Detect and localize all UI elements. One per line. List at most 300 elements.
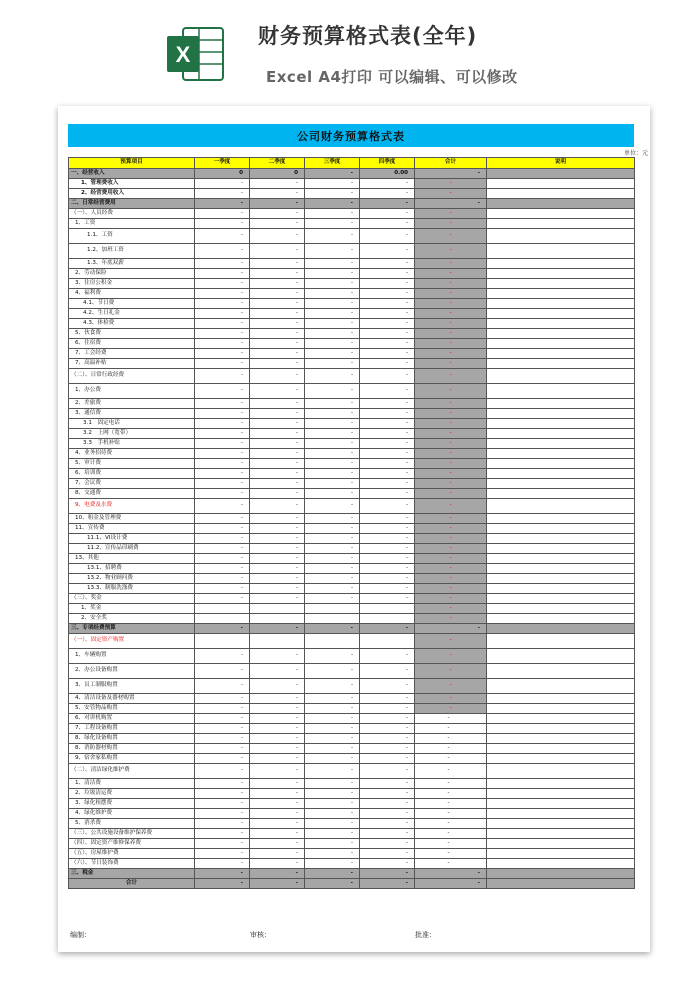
quarter-cell[interactable]: - (195, 679, 250, 694)
quarter-cell[interactable]: - (305, 359, 360, 369)
total-cell[interactable]: - (415, 694, 487, 704)
quarter-cell[interactable]: - (195, 734, 250, 744)
row-label[interactable]: 3、绿化租摆费 (69, 799, 195, 809)
quarter-cell[interactable]: - (195, 574, 250, 584)
remark-cell[interactable] (487, 584, 635, 594)
row-label[interactable]: 三、专项经费预算 (69, 624, 195, 634)
row-label[interactable]: 8、交通费 (69, 489, 195, 499)
quarter-cell[interactable]: - (250, 664, 305, 679)
total-cell[interactable]: - (415, 649, 487, 664)
quarter-cell[interactable]: - (305, 289, 360, 299)
quarter-cell[interactable]: - (250, 299, 305, 309)
quarter-cell[interactable]: - (360, 839, 415, 849)
quarter-cell[interactable]: - (195, 309, 250, 319)
quarter-cell[interactable]: - (305, 409, 360, 419)
row-label[interactable]: 11.1、VI设计费 (69, 534, 195, 544)
quarter-cell[interactable]: - (305, 754, 360, 764)
quarter-cell[interactable]: - (305, 694, 360, 704)
row-label[interactable]: （三）、公共设施设备维护保养费 (69, 829, 195, 839)
quarter-cell[interactable]: - (305, 199, 360, 209)
quarter-cell[interactable]: - (360, 799, 415, 809)
quarter-cell[interactable]: - (195, 624, 250, 634)
total-cell[interactable]: - (415, 524, 487, 534)
quarter-cell[interactable]: - (305, 524, 360, 534)
quarter-cell[interactable] (195, 634, 250, 649)
total-cell[interactable]: - (415, 219, 487, 229)
quarter-cell[interactable]: - (195, 269, 250, 279)
quarter-cell[interactable]: - (250, 329, 305, 339)
quarter-cell[interactable]: - (250, 859, 305, 869)
quarter-cell[interactable]: - (250, 594, 305, 604)
quarter-cell[interactable]: - (250, 524, 305, 534)
row-label[interactable]: （二）、清洁绿化维护费 (69, 764, 195, 779)
quarter-cell[interactable]: - (250, 449, 305, 459)
quarter-cell[interactable]: - (250, 319, 305, 329)
quarter-cell[interactable]: - (195, 799, 250, 809)
quarter-cell[interactable]: - (360, 789, 415, 799)
quarter-cell[interactable]: - (305, 584, 360, 594)
quarter-cell[interactable]: - (360, 384, 415, 399)
row-label[interactable]: 三、税金 (69, 869, 195, 879)
quarter-cell[interactable]: - (195, 489, 250, 499)
row-label[interactable]: 1、办公费 (69, 384, 195, 399)
quarter-cell[interactable]: - (360, 479, 415, 489)
quarter-cell[interactable]: - (195, 839, 250, 849)
quarter-cell[interactable]: - (195, 779, 250, 789)
quarter-cell[interactable]: - (305, 594, 360, 604)
row-label[interactable]: 3、住房公积金 (69, 279, 195, 289)
quarter-cell[interactable]: - (360, 439, 415, 449)
quarter-cell[interactable]: - (195, 359, 250, 369)
quarter-cell[interactable]: - (360, 329, 415, 339)
total-cell[interactable]: - (415, 714, 487, 724)
total-cell[interactable]: - (415, 544, 487, 554)
total-cell[interactable]: - (415, 169, 487, 179)
remark-cell[interactable] (487, 359, 635, 369)
quarter-cell[interactable]: - (360, 449, 415, 459)
quarter-cell[interactable]: - (250, 564, 305, 574)
remark-cell[interactable] (487, 209, 635, 219)
quarter-cell[interactable]: - (250, 369, 305, 384)
quarter-cell[interactable]: - (195, 524, 250, 534)
quarter-cell[interactable]: - (305, 209, 360, 219)
quarter-cell[interactable]: - (250, 584, 305, 594)
quarter-cell[interactable]: - (360, 459, 415, 469)
quarter-cell[interactable]: - (250, 624, 305, 634)
quarter-cell[interactable]: - (195, 429, 250, 439)
quarter-cell[interactable]: - (195, 809, 250, 819)
quarter-cell[interactable]: - (305, 869, 360, 879)
row-label[interactable]: 13、其他 (69, 554, 195, 564)
row-label[interactable]: （六）、节日装饰费 (69, 859, 195, 869)
quarter-cell[interactable]: - (250, 229, 305, 244)
quarter-cell[interactable]: - (250, 289, 305, 299)
row-label[interactable]: 2、劳动保险 (69, 269, 195, 279)
quarter-cell[interactable]: - (195, 744, 250, 754)
remark-cell[interactable] (487, 634, 635, 649)
remark-cell[interactable] (487, 179, 635, 189)
row-label[interactable]: 合计 (69, 879, 195, 889)
remark-cell[interactable] (487, 554, 635, 564)
total-cell[interactable]: - (415, 869, 487, 879)
row-label[interactable]: （三）、奖金 (69, 594, 195, 604)
remark-cell[interactable] (487, 694, 635, 704)
quarter-cell[interactable]: - (250, 339, 305, 349)
quarter-cell[interactable]: - (195, 289, 250, 299)
total-cell[interactable]: - (415, 399, 487, 409)
remark-cell[interactable] (487, 279, 635, 289)
total-cell[interactable]: - (415, 584, 487, 594)
quarter-cell[interactable]: - (250, 724, 305, 734)
row-label[interactable]: 9、电费及水费 (69, 499, 195, 514)
total-cell[interactable]: - (415, 229, 487, 244)
quarter-cell[interactable]: - (305, 349, 360, 359)
remark-cell[interactable] (487, 384, 635, 399)
remark-cell[interactable] (487, 319, 635, 329)
row-label[interactable]: 1、工资 (69, 219, 195, 229)
quarter-cell[interactable]: - (195, 299, 250, 309)
quarter-cell[interactable]: - (195, 664, 250, 679)
remark-cell[interactable] (487, 879, 635, 889)
row-label[interactable]: 1、车辆购置 (69, 649, 195, 664)
quarter-cell[interactable]: - (305, 469, 360, 479)
row-label[interactable]: （五）、房屋维护费 (69, 849, 195, 859)
quarter-cell[interactable]: - (195, 329, 250, 339)
row-label[interactable]: 3.2 上网（宽带） (69, 429, 195, 439)
quarter-cell[interactable]: - (195, 714, 250, 724)
quarter-cell[interactable] (250, 604, 305, 614)
quarter-cell[interactable]: - (305, 489, 360, 499)
total-cell[interactable]: - (415, 359, 487, 369)
row-label[interactable]: 3.1 固定电话 (69, 419, 195, 429)
total-cell[interactable]: - (415, 879, 487, 889)
row-label[interactable]: 1、管理费收入 (69, 179, 195, 189)
row-label[interactable]: 2、差旅费 (69, 399, 195, 409)
quarter-cell[interactable]: - (250, 799, 305, 809)
quarter-cell[interactable]: - (250, 764, 305, 779)
total-cell[interactable]: - (415, 624, 487, 634)
quarter-cell[interactable]: - (360, 289, 415, 299)
remark-cell[interactable] (487, 329, 635, 339)
row-label[interactable]: 5、审计费 (69, 459, 195, 469)
quarter-cell[interactable]: - (360, 744, 415, 754)
quarter-cell[interactable] (360, 614, 415, 624)
total-cell[interactable]: - (415, 809, 487, 819)
quarter-cell[interactable]: - (360, 849, 415, 859)
quarter-cell[interactable]: - (305, 459, 360, 469)
quarter-cell[interactable]: - (360, 534, 415, 544)
quarter-cell[interactable]: - (195, 554, 250, 564)
total-cell[interactable]: - (415, 384, 487, 399)
total-cell[interactable]: - (415, 189, 487, 199)
remark-cell[interactable] (487, 259, 635, 269)
quarter-cell[interactable] (305, 604, 360, 614)
total-cell[interactable]: - (415, 199, 487, 209)
quarter-cell[interactable]: - (195, 179, 250, 189)
remark-cell[interactable] (487, 439, 635, 449)
row-label[interactable]: 2、垃圾清运费 (69, 789, 195, 799)
quarter-cell[interactable]: - (360, 819, 415, 829)
total-cell[interactable]: - (415, 279, 487, 289)
quarter-cell[interactable]: - (305, 574, 360, 584)
quarter-cell[interactable]: - (250, 499, 305, 514)
quarter-cell[interactable]: - (305, 179, 360, 189)
total-cell[interactable]: - (415, 479, 487, 489)
quarter-cell[interactable]: - (195, 209, 250, 219)
quarter-cell[interactable]: - (250, 754, 305, 764)
quarter-cell[interactable]: - (360, 664, 415, 679)
total-cell[interactable]: - (415, 634, 487, 649)
quarter-cell[interactable]: - (195, 469, 250, 479)
quarter-cell[interactable]: - (195, 369, 250, 384)
quarter-cell[interactable]: - (250, 704, 305, 714)
total-cell[interactable]: - (415, 839, 487, 849)
row-label[interactable]: 6、住宿费 (69, 339, 195, 349)
quarter-cell[interactable]: - (250, 879, 305, 889)
quarter-cell[interactable]: - (360, 189, 415, 199)
quarter-cell[interactable]: - (360, 879, 415, 889)
total-cell[interactable]: - (415, 319, 487, 329)
quarter-cell[interactable]: - (250, 819, 305, 829)
quarter-cell[interactable] (250, 634, 305, 649)
remark-cell[interactable] (487, 679, 635, 694)
quarter-cell[interactable]: - (250, 829, 305, 839)
row-label[interactable]: 1、清洁费 (69, 779, 195, 789)
quarter-cell[interactable]: - (305, 879, 360, 889)
quarter-cell[interactable]: - (250, 554, 305, 564)
quarter-cell[interactable]: - (250, 209, 305, 219)
remark-cell[interactable] (487, 604, 635, 614)
quarter-cell[interactable]: - (360, 229, 415, 244)
remark-cell[interactable] (487, 199, 635, 209)
quarter-cell[interactable]: - (305, 744, 360, 754)
quarter-cell[interactable]: - (195, 399, 250, 409)
remark-cell[interactable] (487, 799, 635, 809)
quarter-cell[interactable]: - (360, 764, 415, 779)
remark-cell[interactable] (487, 229, 635, 244)
quarter-cell[interactable]: - (250, 189, 305, 199)
quarter-cell[interactable]: - (360, 244, 415, 259)
quarter-cell[interactable]: - (305, 764, 360, 779)
quarter-cell[interactable]: - (305, 329, 360, 339)
quarter-cell[interactable]: - (360, 734, 415, 744)
quarter-cell[interactable]: - (360, 369, 415, 384)
quarter-cell[interactable]: - (250, 849, 305, 859)
total-cell[interactable]: - (415, 369, 487, 384)
quarter-cell[interactable]: - (195, 829, 250, 839)
quarter-cell[interactable]: - (360, 179, 415, 189)
remark-cell[interactable] (487, 544, 635, 554)
quarter-cell[interactable]: - (195, 459, 250, 469)
quarter-cell[interactable]: - (195, 859, 250, 869)
remark-cell[interactable] (487, 714, 635, 724)
row-label[interactable]: （四）、固定资产维修保养费 (69, 839, 195, 849)
quarter-cell[interactable]: - (250, 679, 305, 694)
quarter-cell[interactable]: - (195, 819, 250, 829)
quarter-cell[interactable]: - (360, 499, 415, 514)
quarter-cell[interactable]: - (305, 724, 360, 734)
row-label[interactable]: （一）、人员经费 (69, 209, 195, 219)
quarter-cell[interactable]: - (250, 459, 305, 469)
quarter-cell[interactable]: - (305, 479, 360, 489)
quarter-cell[interactable]: - (360, 574, 415, 584)
total-cell[interactable]: - (415, 469, 487, 479)
row-label[interactable]: 8、消防器材购置 (69, 744, 195, 754)
remark-cell[interactable] (487, 754, 635, 764)
quarter-cell[interactable]: - (250, 244, 305, 259)
remark-cell[interactable] (487, 744, 635, 754)
remark-cell[interactable] (487, 809, 635, 819)
quarter-cell[interactable]: - (305, 339, 360, 349)
quarter-cell[interactable]: - (360, 429, 415, 439)
remark-cell[interactable] (487, 724, 635, 734)
row-label[interactable]: 6、对讲机购置 (69, 714, 195, 724)
remark-cell[interactable] (487, 399, 635, 409)
quarter-cell[interactable]: - (250, 574, 305, 584)
quarter-cell[interactable]: - (305, 534, 360, 544)
quarter-cell[interactable]: - (195, 479, 250, 489)
row-label[interactable]: 4、绿化维护费 (69, 809, 195, 819)
quarter-cell[interactable]: - (360, 359, 415, 369)
quarter-cell[interactable]: - (195, 879, 250, 889)
quarter-cell[interactable]: - (360, 259, 415, 269)
quarter-cell[interactable]: - (360, 514, 415, 524)
quarter-cell[interactable]: - (305, 809, 360, 819)
row-label[interactable]: 3.3 手机补贴 (69, 439, 195, 449)
remark-cell[interactable] (487, 189, 635, 199)
quarter-cell[interactable]: - (305, 169, 360, 179)
quarter-cell[interactable]: - (250, 534, 305, 544)
row-label[interactable]: 5、安管物品购置 (69, 704, 195, 714)
total-cell[interactable]: - (415, 429, 487, 439)
remark-cell[interactable] (487, 409, 635, 419)
quarter-cell[interactable] (195, 604, 250, 614)
quarter-cell[interactable]: - (360, 199, 415, 209)
quarter-cell[interactable]: - (305, 564, 360, 574)
quarter-cell[interactable]: - (195, 339, 250, 349)
remark-cell[interactable] (487, 624, 635, 634)
total-cell[interactable]: - (415, 744, 487, 754)
total-cell[interactable]: - (415, 419, 487, 429)
quarter-cell[interactable]: - (305, 859, 360, 869)
quarter-cell[interactable]: - (195, 584, 250, 594)
quarter-cell[interactable]: - (305, 229, 360, 244)
row-label[interactable]: 7、工程设备购置 (69, 724, 195, 734)
remark-cell[interactable] (487, 849, 635, 859)
remark-cell[interactable] (487, 349, 635, 359)
row-label[interactable]: 1.1、工资 (69, 229, 195, 244)
quarter-cell[interactable]: 0.00 (360, 169, 415, 179)
quarter-cell[interactable]: - (360, 564, 415, 574)
quarter-cell[interactable]: - (250, 734, 305, 744)
quarter-cell[interactable]: - (360, 754, 415, 764)
quarter-cell[interactable]: - (360, 489, 415, 499)
row-label[interactable]: 4.1、节日费 (69, 299, 195, 309)
total-cell[interactable]: - (415, 459, 487, 469)
quarter-cell[interactable] (195, 614, 250, 624)
quarter-cell[interactable]: - (250, 429, 305, 439)
quarter-cell[interactable]: - (360, 679, 415, 694)
quarter-cell[interactable]: - (250, 869, 305, 879)
total-cell[interactable]: - (415, 829, 487, 839)
quarter-cell[interactable]: - (250, 349, 305, 359)
quarter-cell[interactable]: - (250, 384, 305, 399)
total-cell[interactable]: - (415, 299, 487, 309)
quarter-cell[interactable]: - (360, 299, 415, 309)
total-cell[interactable]: - (415, 554, 487, 564)
quarter-cell[interactable]: - (360, 524, 415, 534)
quarter-cell[interactable]: - (360, 584, 415, 594)
total-cell[interactable]: - (415, 309, 487, 319)
total-cell[interactable]: - (415, 859, 487, 869)
total-cell[interactable]: - (415, 604, 487, 614)
quarter-cell[interactable]: - (250, 269, 305, 279)
quarter-cell[interactable]: - (305, 309, 360, 319)
quarter-cell[interactable]: - (195, 754, 250, 764)
row-label[interactable]: 3、员工制服购置 (69, 679, 195, 694)
remark-cell[interactable] (487, 574, 635, 584)
total-cell[interactable]: - (415, 439, 487, 449)
total-cell[interactable]: - (415, 514, 487, 524)
total-cell[interactable]: - (415, 209, 487, 219)
row-label[interactable]: 1、奖金 (69, 604, 195, 614)
quarter-cell[interactable]: - (360, 554, 415, 564)
row-label[interactable]: 4、福利费 (69, 289, 195, 299)
remark-cell[interactable] (487, 289, 635, 299)
quarter-cell[interactable] (360, 634, 415, 649)
quarter-cell[interactable]: - (305, 714, 360, 724)
quarter-cell[interactable]: - (305, 679, 360, 694)
quarter-cell[interactable]: - (305, 419, 360, 429)
total-cell[interactable]: - (415, 819, 487, 829)
row-label[interactable]: （一）、固定资产购置 (69, 634, 195, 649)
quarter-cell[interactable]: - (195, 219, 250, 229)
quarter-cell[interactable]: - (250, 419, 305, 429)
quarter-cell[interactable]: - (195, 319, 250, 329)
row-label[interactable]: 4、业务招待费 (69, 449, 195, 459)
row-label[interactable]: 13.1、招聘费 (69, 564, 195, 574)
quarter-cell[interactable]: - (360, 309, 415, 319)
quarter-cell[interactable]: - (195, 724, 250, 734)
quarter-cell[interactable]: 0 (250, 169, 305, 179)
quarter-cell[interactable]: - (360, 349, 415, 359)
quarter-cell[interactable]: - (305, 819, 360, 829)
row-label[interactable]: 13.2、物业顾问费 (69, 574, 195, 584)
total-cell[interactable]: - (415, 664, 487, 679)
quarter-cell[interactable]: - (360, 694, 415, 704)
total-cell[interactable]: - (415, 754, 487, 764)
total-cell[interactable]: - (415, 534, 487, 544)
quarter-cell[interactable]: - (305, 269, 360, 279)
total-cell[interactable]: - (415, 564, 487, 574)
total-cell[interactable]: - (415, 409, 487, 419)
quarter-cell[interactable]: - (195, 229, 250, 244)
remark-cell[interactable] (487, 614, 635, 624)
quarter-cell[interactable]: - (250, 694, 305, 704)
quarter-cell[interactable]: - (360, 704, 415, 714)
quarter-cell[interactable]: - (250, 469, 305, 479)
quarter-cell[interactable]: - (195, 499, 250, 514)
remark-cell[interactable] (487, 789, 635, 799)
quarter-cell[interactable]: - (195, 544, 250, 554)
total-cell[interactable]: - (415, 289, 487, 299)
total-cell[interactable]: - (415, 179, 487, 189)
quarter-cell[interactable]: - (305, 839, 360, 849)
quarter-cell[interactable]: - (305, 369, 360, 384)
quarter-cell[interactable]: - (360, 339, 415, 349)
quarter-cell[interactable]: - (305, 554, 360, 564)
quarter-cell[interactable]: - (305, 624, 360, 634)
